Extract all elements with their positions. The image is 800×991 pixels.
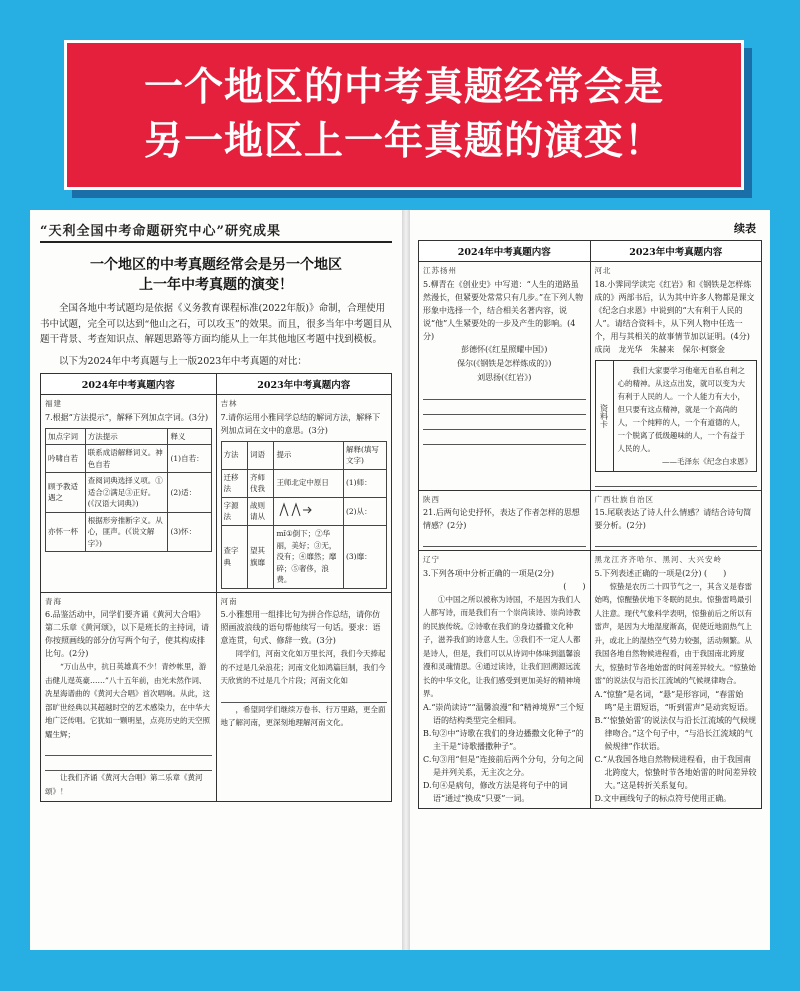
choice: 彭德怀(《红星照耀中国》) [461, 344, 548, 354]
banner-line-2: 另一地区上一年真题的演变！ [143, 119, 664, 164]
region-label: 广西壮族自治区 [594, 494, 654, 504]
question: 18.小霁同学读完《红岩》和《钢铁是怎样炼成的》两部书后，认为其中许多人物都是课文《纪念白求恩》中说到的“大有利于人民的人”。请结合资料卡，从下列人物中任选一个，用与其相关的故事情节加以证明。(4分) [594, 279, 755, 341]
question: 6.品鉴活动中，同学们要齐诵《黄河大合唱》第二乐章《黄河颂》，以下是班长的主持词，请你按照画线的部分仿写两个句子，使其构成排比句。(2分) [45, 610, 209, 658]
answer-blank[interactable]: (1)自若： [168, 445, 211, 473]
people-list: 成岗 龙光华 朱赫来 保尔·柯察金 [594, 344, 726, 354]
answer-blank[interactable]: (3)怀： [168, 512, 211, 552]
intro-lead: 以下为2024年中考真题与上一版2023年中考真题的对比： [59, 355, 307, 367]
answer-line[interactable] [423, 400, 586, 415]
book-spread [30, 210, 770, 950]
col-2024-header: 2024年中考真题内容 [41, 374, 217, 395]
card-source: ——毛泽东《纪念白求恩》 [662, 456, 752, 466]
answer-bracket[interactable]: ( ) [563, 581, 586, 591]
col-2024-header: 2024年中考真题内容 [419, 241, 591, 262]
passage: “万山丛中，抗日英雄真不少！青纱帐里，游击健儿逞英豪……”八十五年前，由光未然作词、冼星海谱曲的《黄河大合唱》首次唱响。从此，这部旷世经典以其超越时空的艺术感染力，在中华大地广泛传唱。它犹如一颗明星，点亮历史的天空照耀生辉； [45, 662, 210, 739]
liaoning-cell [419, 551, 591, 809]
research-header: “天利全国中考命题研究中心”研究成果 [40, 220, 392, 243]
passage-ending: 让我们齐诵《黄河大合唱》第二乐章《黄河颂》！ [45, 773, 203, 796]
question: 5.下列表述正确的一项是(2分) ( ) [594, 568, 727, 578]
answer-blank[interactable]: (3)靡： [343, 526, 386, 589]
question: 5.柳青在《创业史》中写道：“人生的道路虽然漫长，但紧要处常常只有几步。”在下列人物形象中选择一个，结合相关名著内容，说说“他”人生紧要处的一步及产生的影响。(4分) [423, 279, 584, 341]
answer-line[interactable] [45, 756, 212, 771]
right-page [410, 210, 770, 950]
method-table: 加点字词 方法提示 释义 吟啸自若 联系成语解释词义。神色自若 (1)自若： 顾予教适遇之 查阅词典选择义项。①适合②满足③正好。(《汉语大词典》) (2)适： 亦怀一杯 根据形旁推断字义。从心，匪声。(《说文解字》) (3)怀： [45, 428, 212, 553]
answer-bracket[interactable]: ( ) [704, 568, 727, 578]
answer-line[interactable] [595, 472, 758, 487]
comparison-table [40, 373, 392, 802]
choice: 保尔(《钢铁是怎样炼成的》) [457, 358, 552, 368]
card-text: 我们大家要学习他毫无自私自利之心的精神。从这点出发，就可以变为大有利于人民的人。一个人能力有大小，但只要有这点精神，就是一个高尚的人，一个纯粹的人，一个有道德的人，一个脱离了低级趣味的人，一个有益于人民的人。 [617, 365, 745, 453]
hebei-cell [590, 262, 762, 491]
answer-line[interactable] [423, 415, 586, 430]
glyph-evolution-image [274, 497, 344, 526]
question: 21.后两句论史抒怀，表达了作者怎样的思想情感？(2分) [423, 508, 580, 530]
option-d: D.文中画线句子的标点符号使用正确。 [594, 793, 732, 803]
passage-ending: ，希望同学们继续万卷书、行万里路，更全面地了解河南，更深刻地理解河南文化。 [220, 704, 386, 727]
book-gutter [402, 210, 410, 950]
region-label: 陕西 [423, 494, 440, 504]
region-label: 吉林 [220, 399, 238, 408]
continued-label: 续表 [734, 222, 756, 235]
region-label: 河北 [594, 266, 612, 275]
qinghai-cell [41, 592, 217, 802]
region-label: 黑龙江齐齐哈尔、黑河、大兴安岭 [594, 555, 722, 564]
answer-line[interactable] [595, 532, 758, 547]
answer-line[interactable] [221, 688, 388, 703]
passage: ①中国之所以被称为诗国，不是因为我们人人都写诗，而是我们有一个崇尚读诗、崇尚诗教的民族传统。②诗歌在我们的身边播撒文化种子，滋养我们的诗意人生。③我们不一定人人都是诗人，但是，我们可以从诗词中体味到温馨浪漫和灵魂情思。④通过读诗，让我们回溯源远流长的中华文化，让我们感受到更加美好的精神境界。 [423, 594, 581, 698]
data-card [595, 360, 758, 472]
question: 7.请你运用小雅同学总结的解词方法，解释下列加点词在文中的意思。(3分) [220, 412, 381, 435]
option-b: B.“‘惊蛰始雷’的说法仅与沿长江流域的气候规律吻合。”这个句子中，“与沿长江流域的气候规律”作状语。 [594, 715, 757, 751]
option-c: C.句③用“但是”连接前后两个分句，分句之间是并列关系，无主次之分。 [423, 754, 584, 777]
question: 15.尾联表达了诗人什么情感？请结合诗句简要分析。(2分) [594, 508, 752, 530]
intro-paragraph: 全国各地中考试题均是依据《义务教育课程标准(2022年版)》命制，合理使用书中试题，完全可以达到“他山之石，可以攻玉”的效果。而且，很多当年中考题目从题干背景、考查知识点、解题思路等方面均能从上一年其他地区考题中找到模板。 [40, 303, 392, 345]
answer-blank[interactable]: (2)从： [343, 497, 386, 526]
option-a: A.“惊蛰”是名词，“悬”是形容词，“春雷始鸣”是主谓短语，“听到雷声”是动宾短语。 [594, 689, 753, 712]
banner-line-1: 一个地区的中考真题经常会是 [143, 65, 664, 110]
method-table: 方法 词语 提示 解释(填写文字) 迁移法 齐师伐我 王师北定中原日 (1)师： 字源法 战则请从 (2)从： 查字典 望其旗靡 mǐ①倒下；②华丽，美好；③无，没有；④靡然；靡碎；⑤奢侈，浪费。 (3)靡： [221, 441, 388, 589]
option-d: D.句④是病句，修改方法是将句子中的词语“通过”换成“只要”一词。 [423, 780, 568, 803]
answer-line[interactable] [423, 385, 586, 400]
region-label: 江苏扬州 [423, 266, 457, 275]
region-label: 福建 [45, 399, 62, 408]
fujian-cell [41, 395, 217, 593]
left-page [30, 210, 402, 950]
jiangsu-cell [419, 262, 591, 491]
choice: 刘思扬(《红岩》) [477, 372, 532, 382]
answer-line[interactable] [423, 532, 586, 547]
jilin-cell [216, 395, 392, 593]
glyph-evolution-icon [276, 500, 316, 520]
heilongjiang-cell [590, 551, 762, 809]
henan-cell [216, 592, 392, 802]
answer-line[interactable] [45, 741, 212, 756]
answer-blank[interactable]: (1)师： [343, 469, 386, 497]
col-2023-header: 2023年中考真题内容 [590, 241, 762, 262]
region-label: 河南 [220, 596, 238, 606]
question: 5.小雅想用一组排比句为拼合作总结，请你仿照画波浪线的语句帮他续写一句话。要求：语意连贯，句式、修辞一致。(3分) [220, 610, 381, 645]
col-2023-header: 2023年中考真题内容 [216, 374, 392, 395]
shaanxi-cell [419, 490, 591, 551]
card-label: 资料卡 [596, 361, 614, 471]
answer-blank[interactable]: (2)适： [168, 473, 211, 513]
option-b: B.句②中“诗歌在我们的身边播撒文化种子”的主干是“诗歌播撒种子”。 [423, 728, 584, 751]
question: 3.下列各项中分析正确的一项是(2分) [423, 568, 554, 578]
option-a: A.“崇尚读诗”“温馨浪漫”和“精神境界”三个短语的结构类型完全相同。 [423, 702, 584, 725]
passage: 惊蛰是农历二十四节气之一，其含义是春雷始鸣，惊醒蛰伏地下冬眠的昆虫。惊蛰雷鸣最引人注意。现代气象科学表明，惊蛰前后之所以有雷声，是因为大地湿度渐高，促使近地面热气上升，或北上的湿热空气势力较强，活动频繁。从我国各地自然物候进程看，由于我国南北跨度大，惊蛰时节各地始雷的时间差异较大。“惊蛰始雷”的说法仅与沿长江流域的气候规律吻合。 [594, 581, 756, 685]
answer-line[interactable] [423, 430, 586, 445]
headline-banner [64, 40, 744, 190]
question: 7.根据“方法提示”，解释下列加点字词。(3分) [45, 412, 209, 422]
guangxi-cell [590, 490, 762, 551]
page-title: 一个地区的中考真题经常会是另一个地区 上一年中考真题的演变！ [90, 257, 342, 293]
option-c: C.“从我国各地自然物候进程看，由于我国南北跨度大，惊蛰时节各地始雷的时间差异较大。”这是转折关系复句。 [594, 754, 757, 790]
region-label: 青海 [45, 596, 62, 606]
comparison-table-continued [418, 240, 762, 809]
passage: 同学们，河南文化如万里长河，我们今天捧起的不过是几朵浪花；河南文化如鸿篇巨制，我们今天欣赏的不过是几个片段；河南文化如 [220, 649, 386, 685]
region-label: 辽宁 [423, 555, 440, 564]
